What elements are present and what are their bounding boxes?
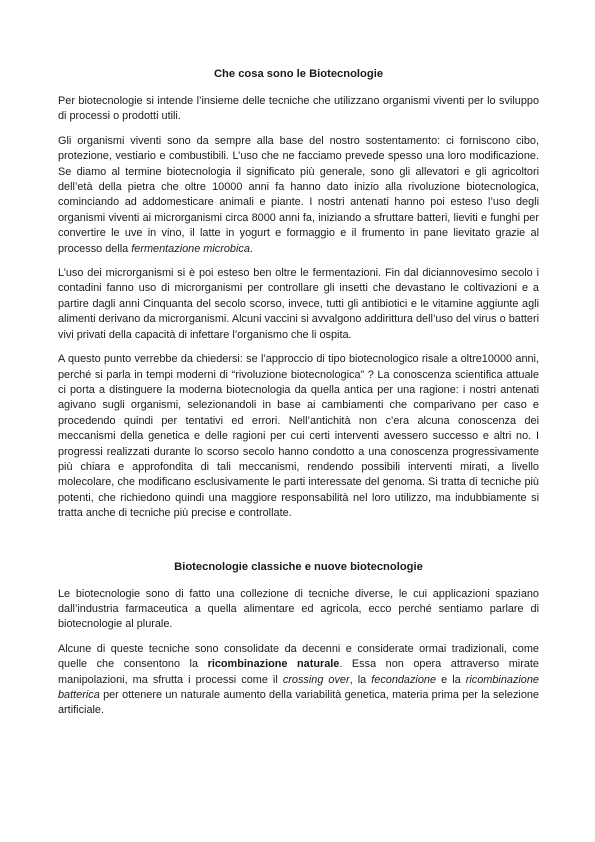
section-title-biotecnologie: Che cosa sono le Biotecnologie — [213, 68, 384, 80]
paragraph-rivoluzione: A questo punto verrebbe da chiedersi: se l’approccio di tipo biotecnologico risale a oltre10000 anni, perché si parla in tempi moderni di “rivoluzione biotecnologica” ? La conoscenza scientifica attuale ci porta a distinguere la moderna biotecnologia da quella antica per una ragione: i nostri antenati agivano sugli organismi, selezionandoli in base ai cambiamenti che comparivano per caso e procedendo quindi per tentativi ed errori. Nell’antichità non c’era alcuna conoscenza dei meccanismi della genetica e delle ragioni per cui certi interventi avessero successo e altri no. I progressi realizzati durante lo scorso secolo hanno condotto a una conoscenza progressivamente più chiara e approfondita di tali meccanismi, rendendo possibili interventi mirati, a livello molecolare, che modificano esclusivamente le parti interessate del genoma. Si tratta di tecniche più potenti, che richiedono quindi una maggiore responsabilità nel loro utilizzo, ma indubbiamente si tratta anche di tecniche più precise e controllate. — [58, 353, 539, 520]
paragraph-collezione-tecniche: Le biotecnologie sono di fatto una collezione di tecniche diverse, le cui applicazioni spaziano dall’industria farmaceutica a quella alimentare ed agricola, ecco perché sentiamo parlare di biotecnologie al plurale. — [58, 587, 539, 631]
paragraph-microrganismi: L’uso dei microrganismi si è poi esteso ben oltre le fermentazioni. Fin dal diciannovesimo secolo i contadini fanno uso di microrganismi per controllare gli insetti che devastano le coltivazioni e a partire dagli anni Cinquanta del secolo scorso, invece, tutti gli antibiotici e le vitamine aggiunte agli alimenti derivano da microrganismi. Alcuni vaccini si avvalgono addirittura dell’uso del virus o batteri vivi privati della capacità di infettare l’organismo che li ospita. — [58, 267, 539, 341]
term-ricombinazione-batterica: ricombinazione batterica — [58, 673, 539, 701]
paragraph-history-text: Gli organismi viventi sono da sempre alla base del nostro sostentamento: ci forniscono cibo, protezione, vestiario e combustibili. L’uso che ne facciamo prevede spesso una loro modificazione. Se diamo al termine biotecnologia il significato più generale, sono gli allevatori e gli agricoltori dell’età della pietra che oltre 10000 anni fa hanno dato inizio alla rivoluzione biotecnologica, cominciando ad addomesticare animali e piante. I nostri antenati hanno poi esteso l’uso degli organismi viventi ai microrganismi circa 8000 anni fa, iniziando a sfruttare batteri, lieviti e funghi per convertire le uve in vino, il latte in yogurt e formaggio e il frumento in pane lievitato grazie al processo della — [58, 134, 539, 255]
term-fecondazione: fecondazione — [371, 673, 437, 686]
text-run: . Essa non opera attraverso mirate manipolazioni, ma sfrutta i processi come il — [58, 658, 539, 686]
term-ricombinazione-naturale: ricombinazione naturale — [207, 658, 340, 671]
term-crossing-over: crossing over — [282, 673, 350, 686]
term-fermentazione-microbica: fermentazione microbica — [131, 242, 250, 255]
text-run: , la — [349, 673, 372, 686]
document-page — [58, 67, 539, 719]
text-run: Alcune di queste tecniche sono consolidate da decenni e considerate ormai tradizionali, come quelle che consentono la — [58, 642, 539, 671]
section-title-classiche-nuove: Biotecnologie classiche e nuove biotecnologie — [174, 560, 423, 573]
paragraph-definition: Per biotecnologie si intende l’insieme delle tecniche che utilizzano organismi viventi per lo sviluppo di processi o prodotti utili. — [58, 95, 539, 123]
paragraph-history — [58, 134, 539, 257]
text-run: per ottenere un naturale aumento della variabilità genetica, materia prima per la selezione artificiale. — [58, 689, 539, 717]
paragraph-ricombinazione — [58, 642, 539, 719]
text-run: e la — [436, 673, 466, 686]
paragraph-history-end: . — [249, 242, 253, 255]
